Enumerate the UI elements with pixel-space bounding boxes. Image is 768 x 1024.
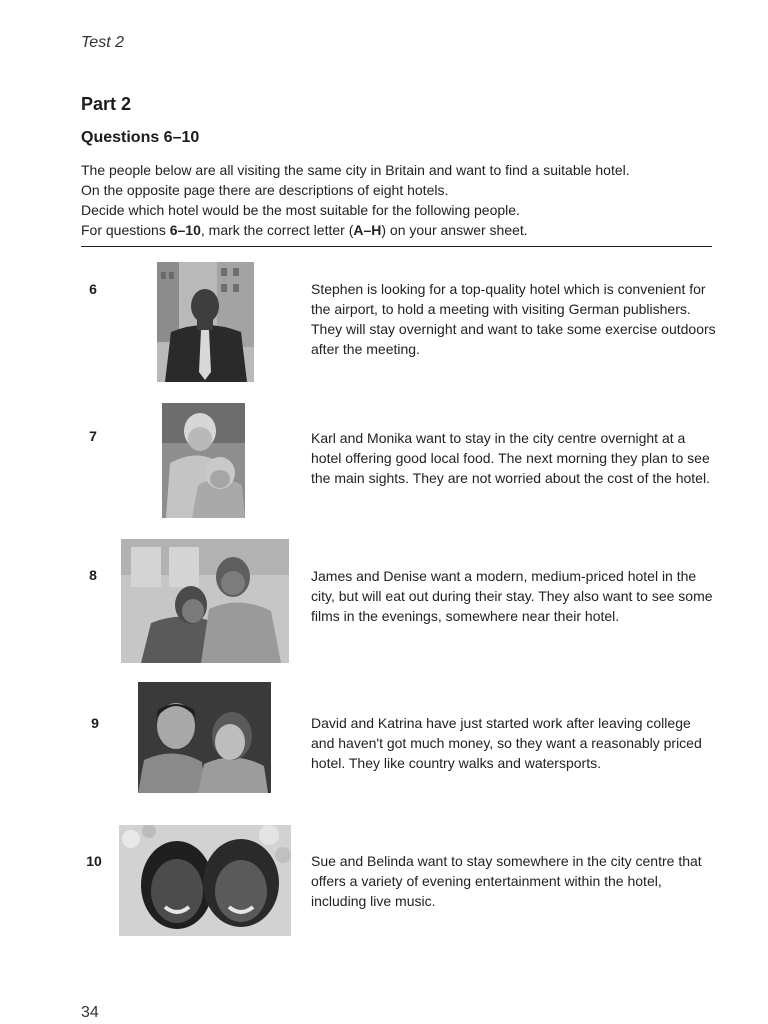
question-number-8: 8 — [89, 567, 97, 583]
question-text-6: Stephen is looking for a top-quality hotel which is convenient for the airport, to hold a meeting with visiting German publishers. They will stay overnight and want to take some exercise outdoors after the meeting. — [311, 281, 716, 357]
instruction-line-4-part: For questions — [81, 222, 170, 238]
instruction-line-1: The people below are all visiting the same city in Britain and want to find a suitable hotel. — [81, 162, 630, 178]
instructions — [81, 160, 721, 240]
young-couple-photo — [138, 682, 271, 793]
question-range-bold: 6–10 — [169, 222, 201, 238]
instruction-line-4 — [81, 220, 721, 240]
question-text-7: Karl and Monika want to stay in the city centre overnight at a hotel offering good local food. The next morning they plan to see the main sights. They are not worried about the cost of the hotel. — [311, 430, 710, 486]
older-couple-photo — [162, 403, 245, 518]
businessman-photo — [157, 262, 254, 382]
divider-rule — [81, 246, 712, 247]
instruction-line-3: Decide which hotel would be the most suitable for the following people. — [81, 202, 520, 218]
instruction-line-4-part: , mark the correct letter ( — [200, 222, 354, 238]
question-number-7: 7 — [89, 428, 97, 444]
page-number: 34 — [81, 1004, 99, 1021]
question-number-6: 6 — [89, 281, 97, 297]
question-text-9: David and Katrina have just started work after leaving college and haven't got much money, so they want a reasonably priced hotel. They like country walks and watersports. — [311, 715, 702, 771]
instruction-line-2: On the opposite page there are descriptions of eight hotels. — [81, 182, 449, 198]
questions-heading: Questions 6–10 — [81, 129, 200, 146]
two-women-photo — [119, 825, 291, 936]
couple-photo — [121, 539, 289, 663]
part-heading: Part 2 — [81, 94, 132, 114]
question-number-9: 9 — [91, 715, 99, 731]
question-text-10: Sue and Belinda want to stay somewhere in the city centre that offers a variety of evening entertainment within the hotel, including live music. — [311, 853, 702, 909]
letter-range-bold: A–H — [353, 222, 382, 238]
question-text-8: James and Denise want a modern, medium-priced hotel in the city, but will eat out during their stay. They also want to see some films in the evenings, somewhere near their hotel. — [311, 568, 713, 624]
instruction-line-4-part: ) on your answer sheet. — [381, 222, 528, 238]
running-header: Test 2 — [81, 34, 124, 51]
question-number-10: 10 — [86, 853, 102, 869]
